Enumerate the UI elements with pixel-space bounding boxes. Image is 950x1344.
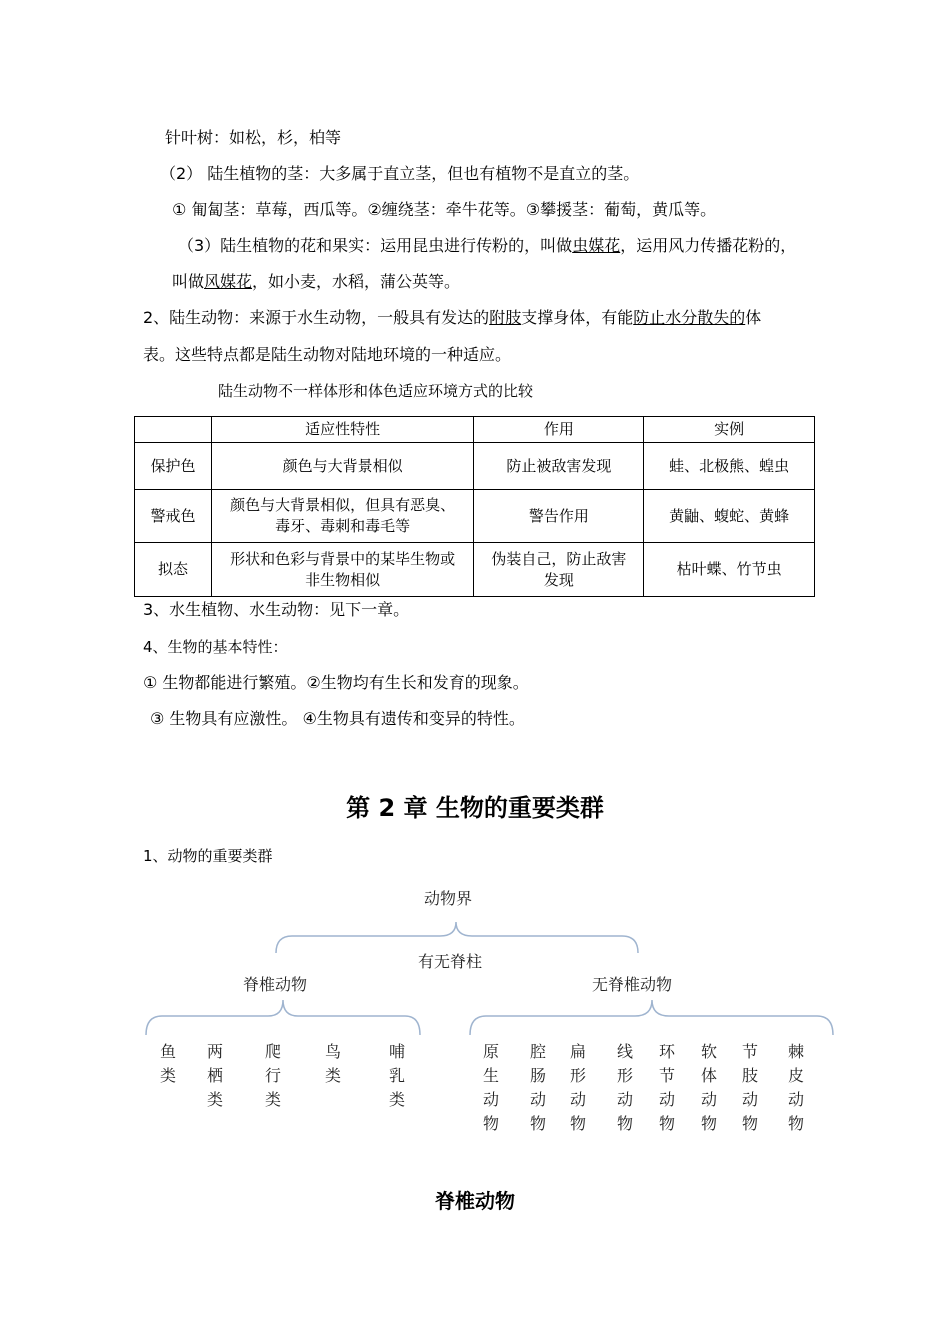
tree-root-label: 动物界 — [424, 889, 473, 908]
entomophilous-term: 虫媒花 — [572, 236, 621, 255]
animal-group-label: 扁 形 动 物 — [569, 1042, 586, 1133]
animal-group-label: 两 栖 类 — [206, 1042, 223, 1109]
table-cell: 警告作用 — [474, 490, 644, 543]
anemophilous-term: 风媒花 — [204, 272, 253, 291]
animal-group-label: 棘 皮 动 物 — [787, 1042, 804, 1133]
chapter-title: 第 2 章 生物的重要类群 — [346, 794, 604, 822]
stem-types-line: ① 匍匐茎：草莓，西瓜等。②缠绕茎：牵牛花等。③攀援茎：葡萄，黄瓜等。 — [172, 200, 717, 219]
conifer-line: 针叶树：如松，杉，柏等 — [165, 128, 342, 147]
table-row — [135, 443, 815, 490]
table-caption: 陆生动物不一样体形和体色适应环境方式的比较 — [218, 382, 534, 400]
table-cell: 颜色与大背景相似 — [211, 443, 474, 490]
limb-term: 附肢 — [489, 308, 522, 327]
table-cell: 黄鼬、蝮蛇、黄蜂 — [644, 490, 815, 543]
animal-group-label: 线 形 动 物 — [616, 1042, 633, 1133]
invertebrate-bracket — [470, 1000, 833, 1035]
animal-groups-heading: 1、动物的重要类群 — [143, 847, 273, 865]
table-cell: 保护色 — [135, 443, 212, 490]
table-cell: 防止被敌害发现 — [474, 443, 644, 490]
table-cell: 伪装自己，防止敌害发现 — [474, 543, 644, 597]
animal-group-label: 节 肢 动 物 — [741, 1042, 758, 1133]
table-cell: 拟态 — [135, 543, 212, 597]
land-text-c: 体 — [745, 308, 762, 327]
aquatic-line: 3、水生植物、水生动物：见下一章。 — [143, 600, 410, 619]
flower-fruit-line — [178, 236, 796, 256]
traits-line-1: ① 生物都能进行繁殖。②生物均有生长和发育的现象。 — [143, 673, 529, 692]
table-cell: 警戒色 — [135, 490, 212, 543]
basic-traits-heading: 4、生物的基本特性： — [143, 638, 288, 656]
table-header-cell — [135, 417, 212, 443]
land-animals-line — [143, 308, 761, 328]
vertebrate-bracket — [146, 1000, 420, 1035]
animal-group-label: 鸟 类 — [324, 1042, 341, 1085]
stem-line: （2） 陆生植物的茎：大多属于直立茎，但也有植物不是直立的茎。 — [160, 164, 640, 183]
tree-criterion-label: 有无脊柱 — [418, 952, 483, 971]
flower-text-a: （3）陆生植物的花和果实：运用昆虫进行传粉的，叫做 — [178, 236, 573, 255]
traits-line-2: ③ 生物具有应激性。 ④生物具有遗传和变异的特性。 — [150, 709, 525, 728]
animal-group-label: 腔 肠 动 物 — [529, 1042, 546, 1133]
adaptation-line: 表。这些特点都是陆生动物对陆地环境的一种适应。 — [143, 345, 512, 364]
animal-group-label: 原 生 动 物 — [482, 1042, 499, 1133]
table-cell: 颜色与大背景相似，但具有恶臭、毒牙、毒刺和毒毛等 — [211, 490, 474, 543]
animal-group-label: 爬 行 类 — [264, 1042, 281, 1109]
table-cell: 蛙、北极熊、蝗虫 — [644, 443, 815, 490]
table-row — [135, 543, 815, 597]
section-title: 脊椎动物 — [435, 1189, 515, 1213]
table-row — [135, 490, 815, 543]
wind-pollination-line — [172, 272, 460, 292]
land-text-a: 2、陆生动物：来源于水生动物，一般具有发达的 — [143, 308, 490, 327]
vertebrate-branch-label: 脊椎动物 — [243, 975, 308, 994]
water-loss-term: 防止水分散失的 — [633, 308, 746, 327]
animal-group-label: 鱼 类 — [159, 1042, 176, 1085]
wind-text-a: 叫做 — [172, 272, 205, 291]
animal-group-label: 哺 乳 类 — [388, 1042, 405, 1109]
animal-group-label: 环 节 动 物 — [658, 1042, 675, 1133]
table-header-cell: 作用 — [474, 417, 644, 443]
table-header-cell: 实例 — [644, 417, 815, 443]
wind-text-b: ，如小麦，水稻，蒲公英等。 — [252, 272, 461, 291]
table-cell: 形状和色彩与背景中的某毕生物或非生物相似 — [211, 543, 474, 597]
table-cell: 枯叶蝶、竹节虫 — [644, 543, 815, 597]
animal-group-label: 软 体 动 物 — [700, 1042, 717, 1133]
land-text-b: 支撑身体，有能 — [521, 308, 634, 327]
invertebrate-branch-label: 无脊椎动物 — [592, 975, 673, 994]
table-header-cell: 适应性特性 — [211, 417, 474, 443]
comparison-table — [134, 416, 815, 597]
flower-text-b: ，运用风力传播花粉的， — [620, 236, 797, 255]
table-header-row — [135, 417, 815, 443]
